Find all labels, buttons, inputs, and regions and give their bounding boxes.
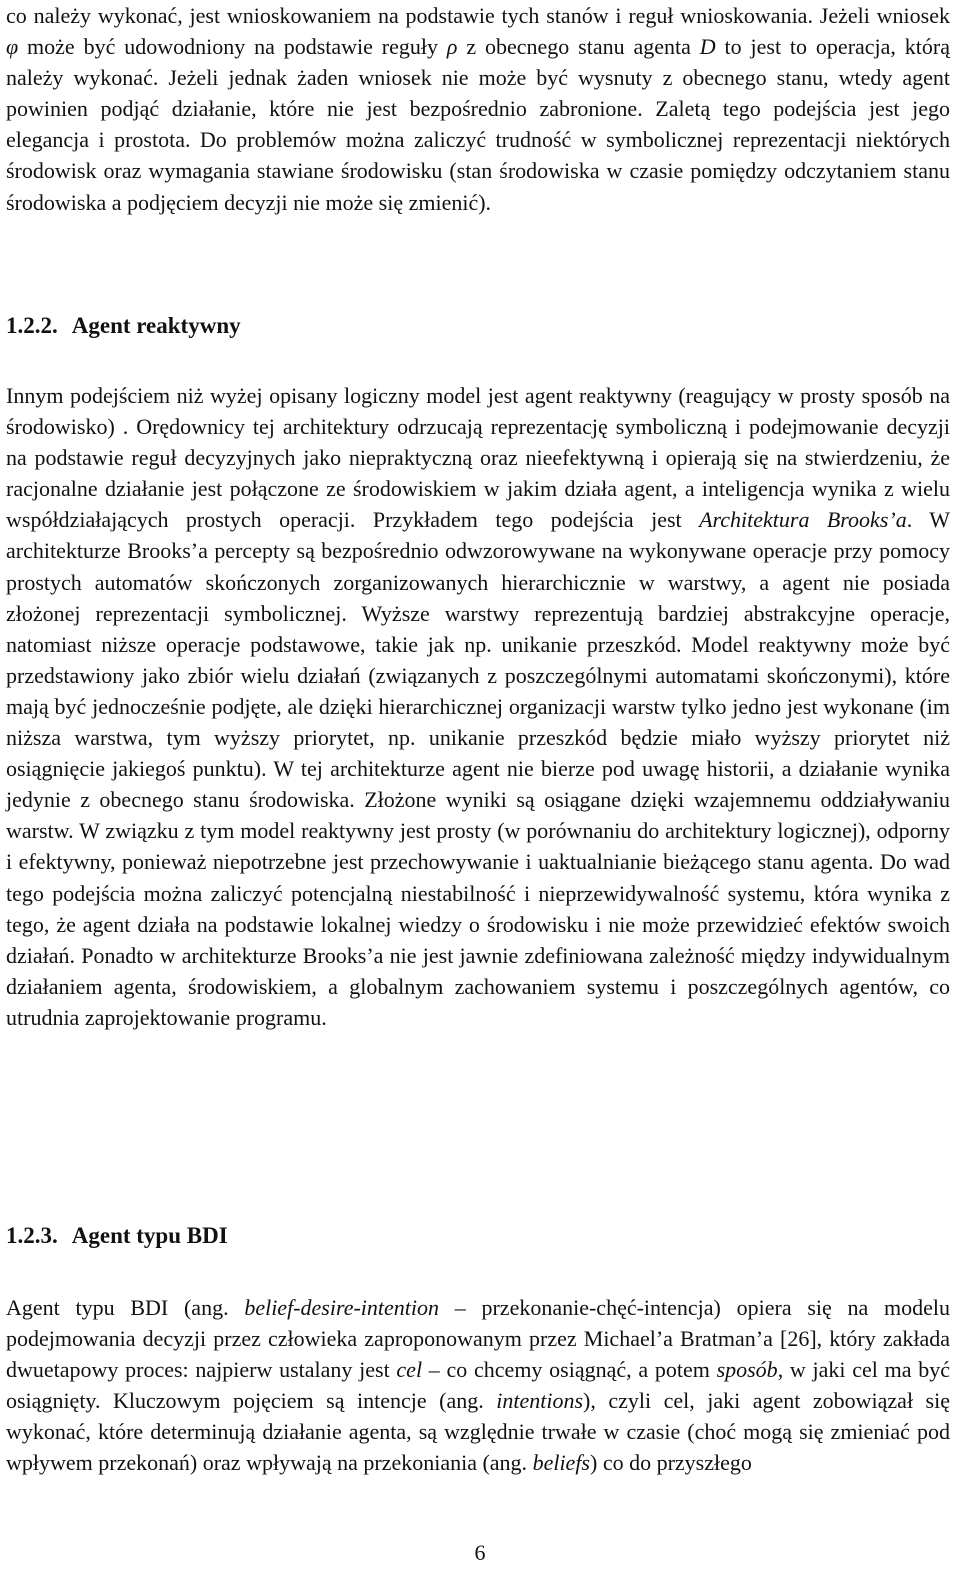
paragraph-logical-agent bbox=[6, 0, 950, 218]
text-run: co należy wykonać, jest wnioskowaniem na podstawie tych stanów i reguł wnioskowania. Jeżeli wniosek bbox=[6, 3, 950, 28]
text-run: Agent typu BDI (ang. bbox=[6, 1295, 245, 1320]
paragraph-reactive-agent bbox=[6, 380, 950, 1033]
section-heading-bdi-agent bbox=[6, 1220, 228, 1252]
text-run: . W architekturze Brooks’a percepty są bezpośrednio odwzorowywane na wykonywane operacje przy pomocy prostych automatów skończonych zorganizowanych hierarchicznie w warstwy, a agent nie posiada złożonej reprezentacji symbolicznej. Wyższe warstwy reprezentują bardziej abstrakcyjne operacje, natomiast niższe operacje podstawowe, takie jak np. unikanie przeszkód. Model reaktywny może być przedstawiony jako zbiór wielu działań (związanych z poszczególnymi automatami skończonymi), które mają być jednocześnie podjęte, ale dzięki hierarchicznej organizacji warstw tylko jedno jest wykonane (im niższa warstwa, tym wyższy priorytet, np. unikanie przeszkód będzie miało wyższy priorytet niż osiągnięcie jakiegoś punktu). W tej architekturze agent nie bierze pod uwagę historii, a działanie wynika jedynie z obecnego stanu środowiska. Złożone wyniki są osiągane dzięki wzajemnemu oddziaływaniu warstw. W związku z tym model reaktywny jest prosty (w porównaniu do architektury logicznej), odporny i efektywny, ponieważ niepotrzebne jest przechowywanie i uaktualnianie bieżącego stanu agenta. Do wad tego podejścia można zaliczyć potencjalną niestabilność i nieprzewidywalność systemu, która wynika z tego, że agent działa na podstawie lokalnej wiedzy o środowisku i nie może przewidzieć efektów swoich działań. Ponadto w architekturze Brooks’a nie jest jawnie zdefiniowana zależność między indywidualnym działaniem agenta, środowiskiem, a globalnym zachowaniem systemu i poszczególnych agentów, co utrudnia zaprojektowanie programu. bbox=[6, 507, 950, 1030]
term-brooks-architecture: Architektura Brooks’a bbox=[699, 507, 907, 533]
text-run: Innym podejściem niż wyżej opisany logiczny model jest agent reaktywny (reagujący w prosty sposób na środowisko) . Orędownicy tej architektury odrzucają reprezentację symboliczną i podejmowanie decyzji na podstawie reguł decyzyjnych jako niepraktyczną oraz nieefektywną i opierają się na stwierdzeniu, że racjonalne działanie jest połączone ze środowiskiem w jakim działa agent, a inteligencja wynika z wielu współdziałających prostych operacji. Przykładem tego podejścia jest bbox=[6, 383, 950, 533]
text-run: , w jaki cel ma być osiągnięty. Kluczowym pojęciem są intencje (ang. bbox=[6, 1357, 950, 1414]
text-run: to jest to operacja, którą należy wykonać. Jeżeli jednak żaden wniosek nie może być wysnuty z obecnego stanu, wtedy agent powinien podjąć działanie, które nie jest bezpośrednio zabronione. Zaletą tego podejścia jest jego elegancja i prostota. Do problemów można zaliczyć trudność w symbolicznej reprezentacji niektórych środowisk oraz wymagania stawiane środowisku (stan środowiska w czasie pomiędzy odczytaniem stanu środowiska a podjęciem decyzji nie może się zmienić). bbox=[6, 34, 951, 215]
section-number: 1.2.3. bbox=[6, 1223, 58, 1248]
paragraph-bdi-agent bbox=[6, 1292, 950, 1479]
text-run: – co chcemy osiągnąć, a potem bbox=[422, 1357, 717, 1383]
symbol-d: D bbox=[699, 34, 716, 60]
term-cel: cel bbox=[396, 1357, 423, 1383]
page-number: 6 bbox=[474, 1540, 486, 1565]
text-run: ), czyli cel, jaki agent zobowiązał się wykonać, które determinują działanie agenta, są względnie trwałe w czasie (choć mogą się zmieniać pod wpływem przekonań) oraz wpływają na przekoniania (ang. bbox=[6, 1388, 950, 1476]
symbol-phi: φ bbox=[6, 34, 19, 60]
text-run: ) co do przyszłego bbox=[590, 1450, 752, 1476]
text-run: z obecnego stanu agenta bbox=[457, 34, 700, 60]
term-sposob: sposób bbox=[716, 1357, 778, 1383]
section-heading-reactive-agent bbox=[6, 310, 241, 342]
section-title: Agent reaktywny bbox=[71, 313, 241, 338]
text-run: może być udowodniony na podstawie reguły bbox=[18, 34, 447, 60]
section-number: 1.2.2. bbox=[6, 313, 58, 338]
term-beliefs: beliefs bbox=[532, 1450, 590, 1476]
term-intentions: intentions bbox=[496, 1388, 584, 1414]
section-title: Agent typu BDI bbox=[71, 1223, 228, 1248]
term-belief-desire-intention: belief-desire-intention bbox=[244, 1295, 439, 1320]
symbol-rho: ρ bbox=[446, 34, 458, 60]
text-run: – przekonanie-chęć-intencja) opiera się na modelu podejmowania decyzji przez człowieka zaproponowanym przez Michael’a Bratman’a [26], który zakłada dwuetapowy proces: najpierw ustalany jest bbox=[6, 1295, 950, 1383]
